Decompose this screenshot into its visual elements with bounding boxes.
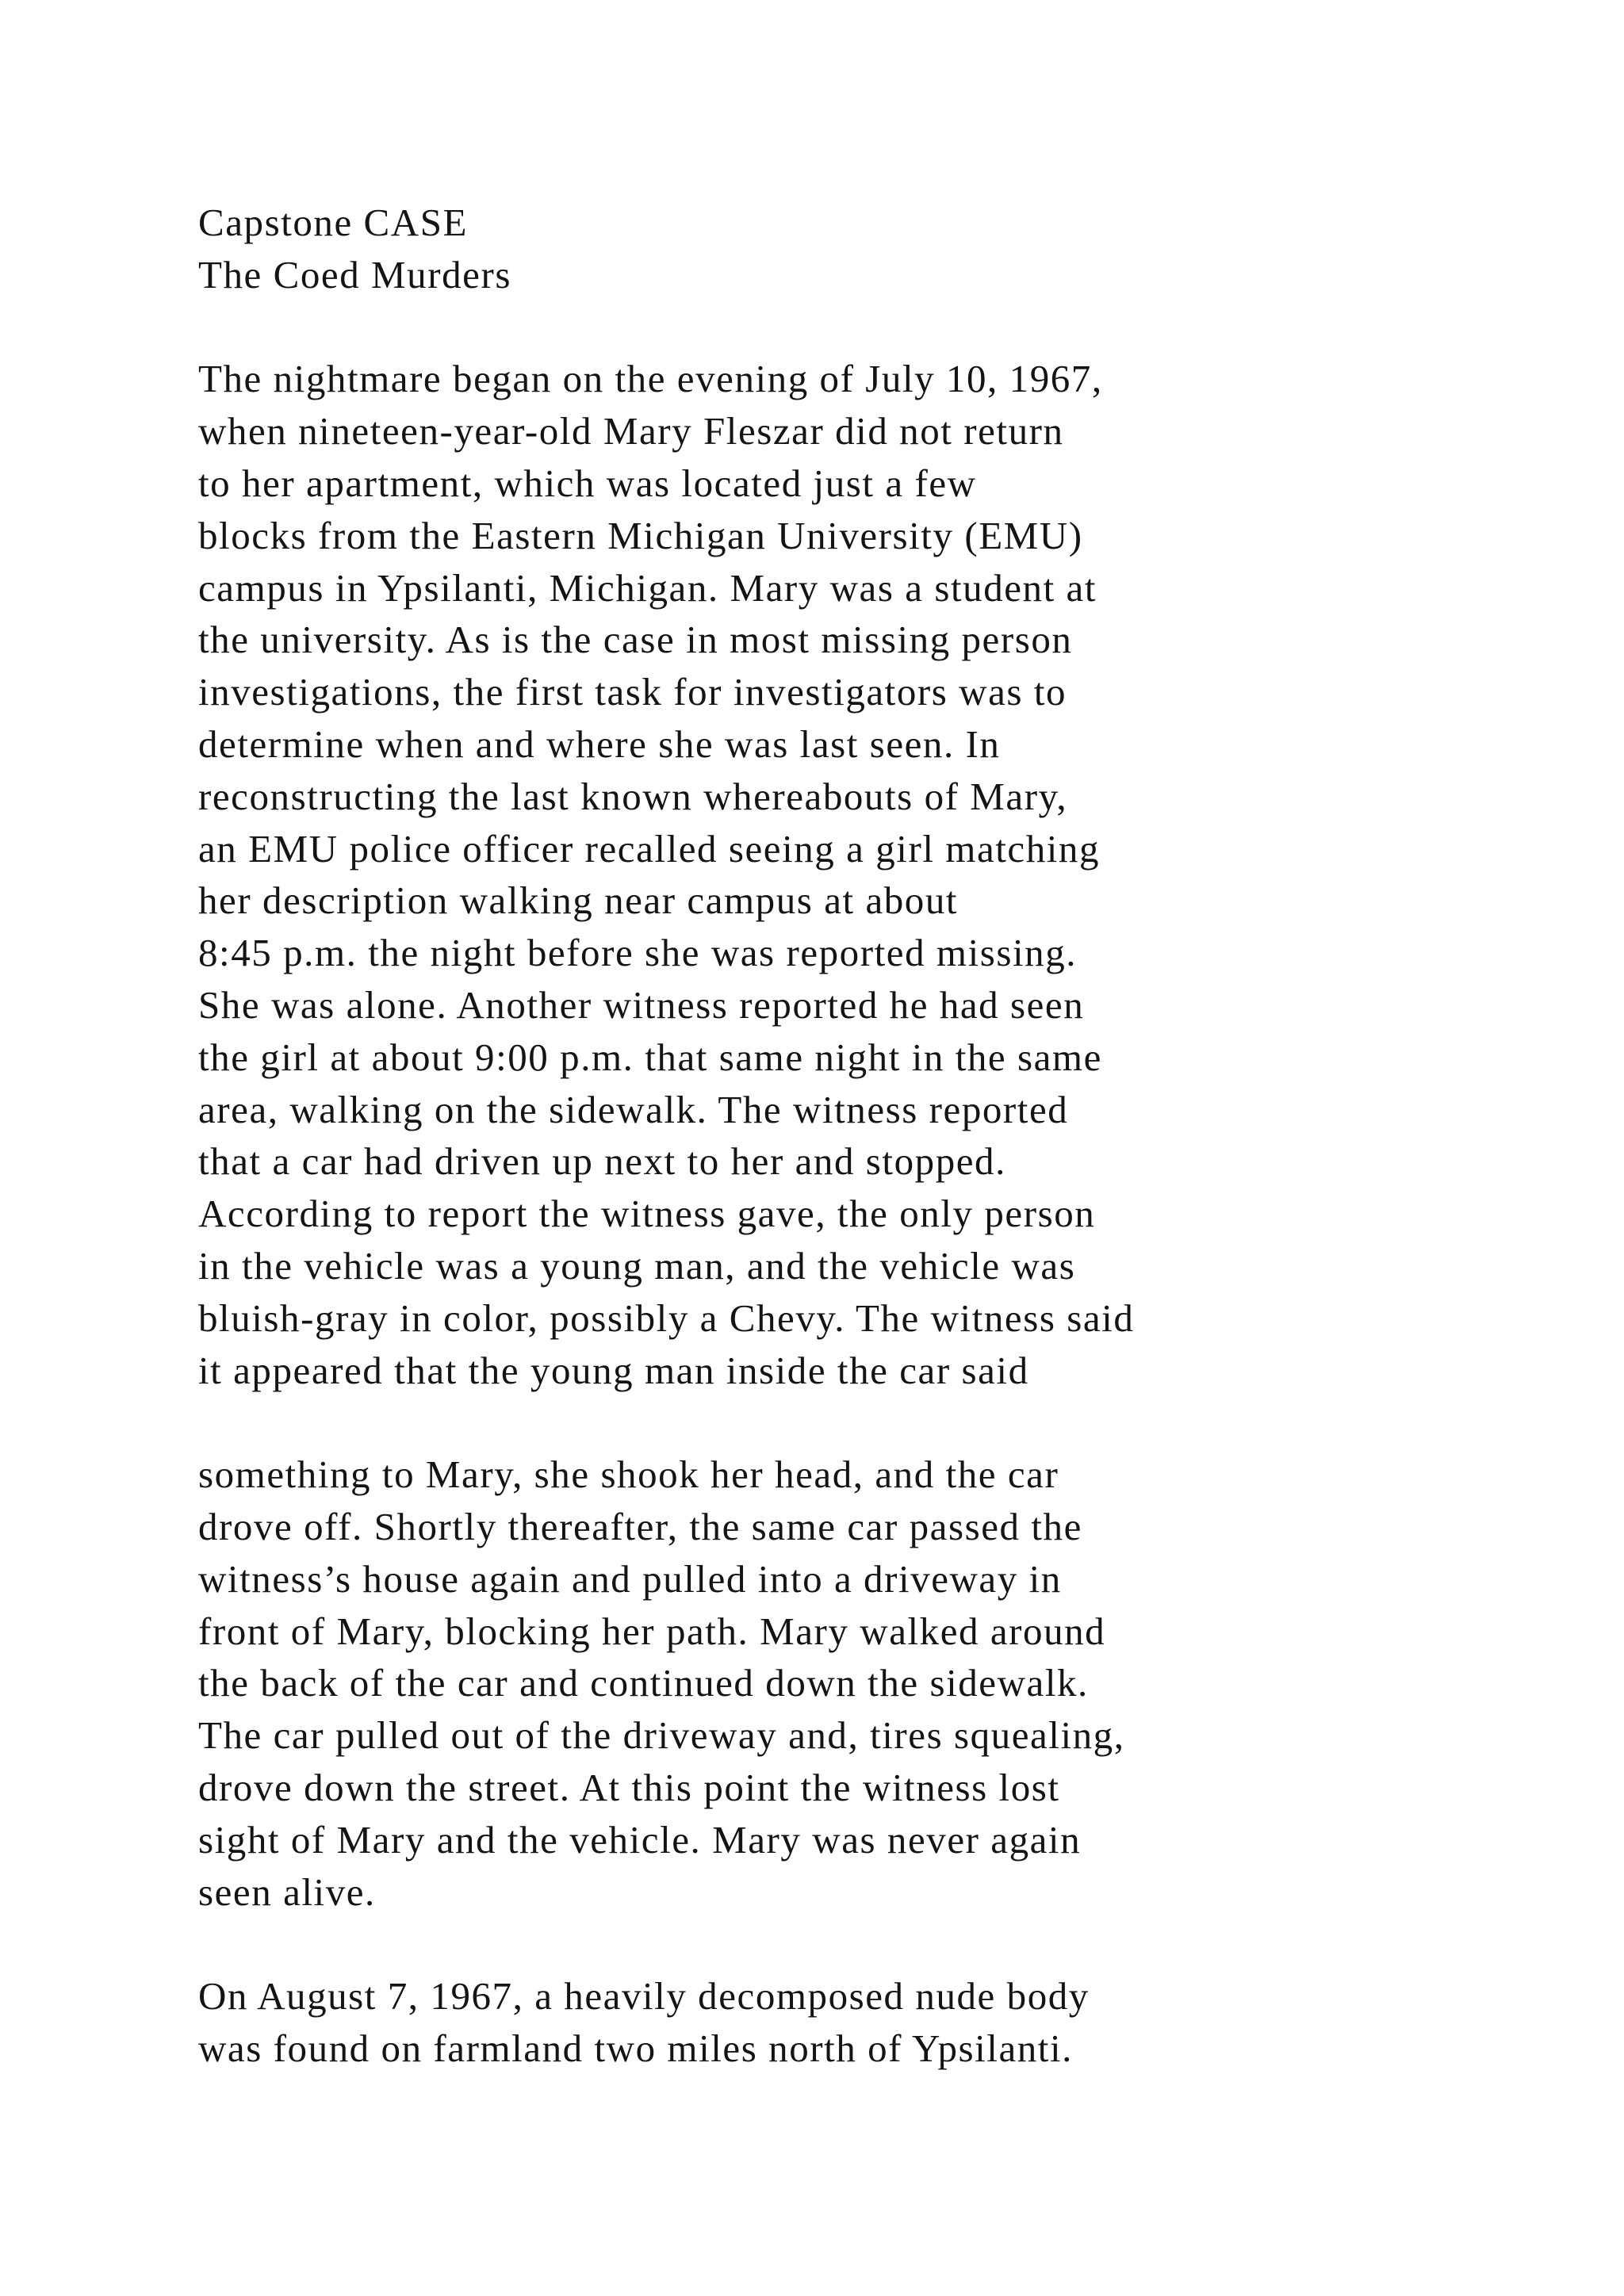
text-line: reconstructing the last known whereabouts of Mary, [198, 774, 1068, 818]
text-line: investigations, the first task for investigators was to [198, 670, 1067, 714]
document-page [198, 197, 1546, 2075]
text-line: campus in Ypsilanti, Michigan. Mary was a student at [198, 565, 1097, 610]
text-line: in the vehicle was a young man, and the vehicle was [198, 1243, 1076, 1288]
text-line: to her apartment, which was located just a few [198, 461, 977, 505]
text-line: that a car had driven up next to her and stopped. [198, 1139, 1006, 1184]
paragraph-gap [198, 1396, 1546, 1448]
text-line: area, walking on the sidewalk. The witness reported [198, 1087, 1069, 1131]
text-line: The car pulled out of the driveway and, tires squealing, [198, 1713, 1125, 1758]
text-line: The nightmare began on the evening of July 10, 1967, [198, 357, 1103, 401]
text-line: her description walking near campus at about [198, 878, 959, 923]
text-line: drove down the street. At this point the witness lost [198, 1765, 1060, 1809]
text-line: blocks from the Eastern Michigan University (EMU) [198, 513, 1083, 557]
text-line: something to Mary, she shook her head, and the car [198, 1452, 1059, 1497]
text-line: sight of Mary and the vehicle. Mary was never again [198, 1817, 1082, 1862]
text-line: According to report the witness gave, the only person [198, 1192, 1096, 1236]
document-subtitle: The Coed Murders [198, 252, 511, 297]
text-line: seen alive. [198, 1869, 376, 1914]
paragraph-gap [198, 1918, 1546, 1970]
text-line: the back of the car and continued down the sidewalk. [198, 1661, 1089, 1705]
document-title: Capstone CASE [198, 201, 469, 244]
text-line: when nineteen-year-old Mary Fleszar did not return [198, 409, 1064, 453]
text-line: On August 7, 1967, a heavily decomposed nude body [198, 1974, 1090, 2019]
text-line: it appeared that the young man inside the car said [198, 1348, 1029, 1392]
text-line: drove off. Shortly thereafter, the same car passed the [198, 1504, 1082, 1548]
text-line: was found on farmland two miles north of Ypsilanti. [198, 2026, 1073, 2070]
text-line: witness’s house again and pulled into a driveway in [198, 1556, 1062, 1601]
text-line: bluish-gray in color, possibly a Chevy. The witness said [198, 1295, 1135, 1340]
text-line: She was alone. Another witness reported he had seen [198, 982, 1085, 1027]
text-line: determine when and where she was last seen. In [198, 721, 1001, 766]
paragraph [198, 1970, 1546, 2075]
text-line: 8:45 p.m. the night before she was reported missing. [198, 931, 1078, 975]
text-line: an EMU police officer recalled seeing a girl matching [198, 826, 1101, 871]
text-line: the girl at about 9:00 p.m. that same night in the same [198, 1035, 1102, 1079]
paragraph [198, 353, 1546, 1396]
text-line: the university. As is the case in most missing person [198, 618, 1073, 662]
document-body [198, 353, 1546, 2074]
paragraph-gap [198, 301, 1546, 354]
paragraph [198, 1448, 1546, 1918]
text-line: front of Mary, blocking her path. Mary walked around [198, 1609, 1106, 1653]
